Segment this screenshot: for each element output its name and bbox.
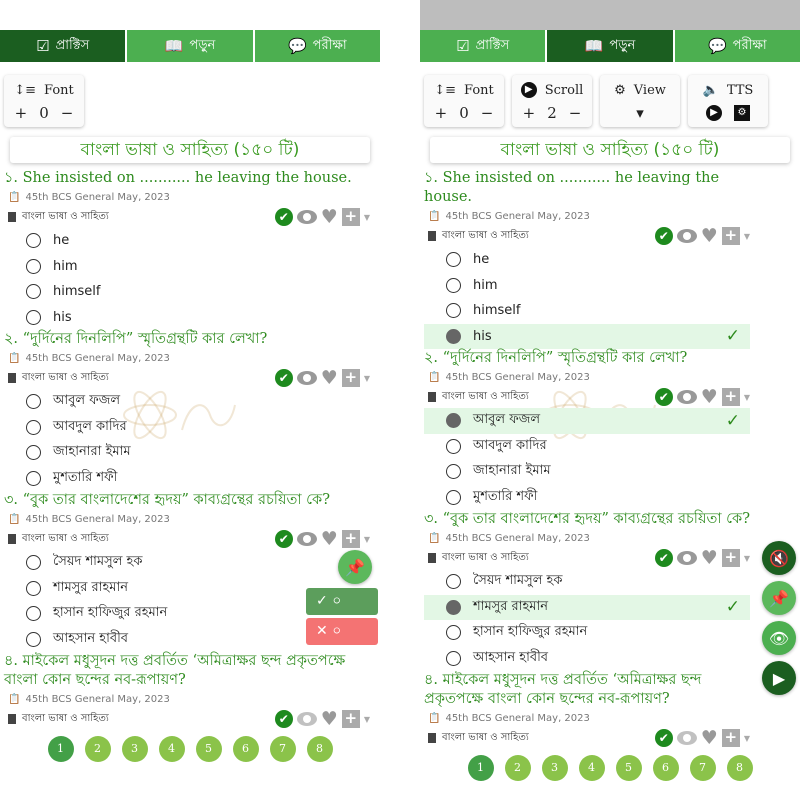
pin-icon: 📌 xyxy=(769,588,789,608)
page-button[interactable]: 8 xyxy=(307,736,333,762)
clipboard-icon: 📋 xyxy=(428,210,441,222)
question-actions xyxy=(275,369,370,387)
check-icon: ✓ xyxy=(316,593,333,609)
option[interactable] xyxy=(424,247,750,273)
page-button[interactable]: 2 xyxy=(85,736,111,762)
speaker-icon: 🔈 xyxy=(702,82,719,98)
question-subject xyxy=(424,727,756,749)
scroll-value: 2 xyxy=(547,104,557,122)
radio-button[interactable] xyxy=(446,303,461,318)
page-button[interactable]: 1 xyxy=(48,736,74,762)
check-icon: ✓ xyxy=(725,326,740,347)
line-height-icon: ↕≡ xyxy=(14,82,37,98)
option-label: he xyxy=(53,233,70,249)
check-circle-icon[interactable]: ✔ xyxy=(275,369,293,387)
radio-button[interactable] xyxy=(26,606,41,621)
read-panel xyxy=(420,0,800,800)
dropdown-icon[interactable]: ▼ xyxy=(363,373,370,383)
option-label: মুশতারি শফী xyxy=(53,469,118,485)
book-icon xyxy=(8,373,16,383)
add-to-list-icon[interactable]: + xyxy=(342,710,360,728)
book-icon xyxy=(8,212,16,222)
option-label: সৈয়দ শামসুল হক xyxy=(473,573,563,589)
eye-button[interactable] xyxy=(762,621,796,655)
add-to-list-icon[interactable]: + xyxy=(722,227,740,245)
view-controls xyxy=(606,101,674,125)
option-label: আবুল ফজল xyxy=(473,412,541,428)
radio-button[interactable] xyxy=(26,581,41,596)
tab-label: প্রাক্টিস xyxy=(475,37,510,53)
scroll-decrease-button[interactable]: − xyxy=(568,104,582,122)
option[interactable] xyxy=(424,595,750,621)
question-title: ১. She insisted on ........... he leaving the house. xyxy=(424,170,720,205)
subject-name: বাংলা ভাষা ও সাহিত্য xyxy=(442,731,529,743)
radio-button[interactable] xyxy=(26,259,41,274)
option-label: himself xyxy=(473,303,521,319)
question-meta xyxy=(424,529,756,547)
heart-icon[interactable]: ♥ xyxy=(700,727,718,749)
play-circle-icon: ▶ xyxy=(521,82,537,98)
question-title: ২. “দুর্দিনের দিনলিপি” স্মৃতিগ্রন্থটি কার লেখা? xyxy=(424,350,688,366)
radio-button[interactable] xyxy=(446,278,461,293)
tts-play-icon[interactable]: ▶ xyxy=(706,105,722,121)
font-value: 0 xyxy=(459,104,469,122)
heart-icon[interactable]: ♥ xyxy=(700,386,718,408)
question-subject xyxy=(4,708,376,730)
font-header xyxy=(430,79,498,101)
radio-button[interactable] xyxy=(446,490,461,505)
exam-name: 45th BCS General May, 2023 xyxy=(25,693,170,705)
status-bar xyxy=(420,0,800,30)
tab-2[interactable] xyxy=(255,30,380,62)
option[interactable] xyxy=(424,324,750,350)
dropdown-icon[interactable]: ▼ xyxy=(363,212,370,222)
pin-button[interactable] xyxy=(338,550,372,584)
tts-label: TTS xyxy=(726,82,754,98)
option-label: শামসুর রাহমান xyxy=(473,598,549,614)
radio-button[interactable] xyxy=(26,284,41,299)
scroll-header xyxy=(518,79,586,101)
exam-name: 45th BCS General May, 2023 xyxy=(25,352,170,364)
dropdown-icon[interactable]: ▼ xyxy=(743,553,750,563)
book-icon xyxy=(8,534,16,544)
check-circle-icon[interactable]: ✔ xyxy=(275,208,293,226)
page-button[interactable]: 3 xyxy=(542,755,568,781)
mute-button[interactable] xyxy=(762,541,796,575)
check-circle-icon[interactable]: ✔ xyxy=(655,388,673,406)
toolbar xyxy=(420,62,800,135)
option[interactable] xyxy=(4,550,370,576)
check-circle-icon[interactable]: ✔ xyxy=(655,729,673,747)
exam-name: 45th BCS General May, 2023 xyxy=(445,532,590,544)
radio-button[interactable] xyxy=(26,555,41,570)
font-control xyxy=(4,75,84,127)
radio-button[interactable] xyxy=(26,445,41,460)
checkbox-icon: ☑ xyxy=(36,37,50,55)
page-button[interactable]: 7 xyxy=(690,755,716,781)
pin-icon: 📌 xyxy=(345,557,365,577)
heart-icon[interactable]: ♥ xyxy=(700,547,718,569)
tts-controls xyxy=(694,101,762,125)
tab-1[interactable] xyxy=(547,30,674,62)
option-label: আহসান হাবীব xyxy=(53,630,129,646)
subject-name: বাংলা ভাষা ও সাহিত্য xyxy=(442,229,529,241)
eye-icon[interactable] xyxy=(297,371,317,385)
question-actions xyxy=(275,208,370,226)
radio-button[interactable] xyxy=(26,394,41,409)
page-button[interactable]: 4 xyxy=(579,755,605,781)
question-meta xyxy=(424,368,756,386)
pagination xyxy=(0,730,380,762)
option[interactable] xyxy=(424,408,750,434)
option-label: আহসান হাবীব xyxy=(473,649,549,665)
question-title: ৩. “বুক তার বাংলাদেশের হৃদয়” কাব্যগ্রন্থের রচয়িতা কে? xyxy=(424,511,750,527)
option[interactable] xyxy=(4,254,370,280)
heart-icon[interactable]: ♥ xyxy=(320,367,338,389)
option[interactable] xyxy=(424,459,750,485)
practice-panel xyxy=(0,0,380,800)
radio-button[interactable] xyxy=(26,632,41,647)
mute-icon: 🔇 xyxy=(769,548,789,568)
question-actions xyxy=(275,530,370,548)
eye-icon[interactable] xyxy=(677,229,697,243)
check-icon: ✓ xyxy=(725,597,740,618)
tab-0[interactable] xyxy=(0,30,127,62)
category-title: বাংলা ভাষা ও সাহিত্য (১৫০ টি) xyxy=(430,137,790,163)
clipboard-icon: 📋 xyxy=(428,712,441,724)
page-button[interactable]: 6 xyxy=(653,755,679,781)
question-meta xyxy=(424,709,756,727)
option[interactable] xyxy=(4,228,370,254)
question-title: ১. She insisted on ........... he leaving the house. xyxy=(4,170,352,186)
page-button[interactable]: 4 xyxy=(159,736,185,762)
question-subject xyxy=(424,386,756,408)
option-label: আবদুল কাদির xyxy=(473,437,547,453)
tab-bar xyxy=(420,30,800,62)
correct-value: ০ xyxy=(332,593,342,609)
option[interactable] xyxy=(4,279,370,305)
category-title: বাংলা ভাষা ও সাহিত্য (১৫০ টি) xyxy=(10,137,370,163)
question xyxy=(420,169,800,349)
subject-name: বাংলা ভাষা ও সাহিত্য xyxy=(22,532,109,544)
check-icon: ✓ xyxy=(725,410,740,431)
page-button[interactable]: 7 xyxy=(270,736,296,762)
radio-button[interactable] xyxy=(26,233,41,248)
book-icon xyxy=(428,392,436,402)
eye-icon: 👁 xyxy=(768,628,790,648)
subject-name: বাংলা ভাষা ও সাহিত্য xyxy=(442,390,529,402)
option[interactable] xyxy=(424,569,750,595)
eye-icon[interactable] xyxy=(297,532,317,546)
clipboard-icon: 📋 xyxy=(8,352,21,364)
correct-count xyxy=(306,588,378,615)
font-decrease-button[interactable]: − xyxy=(480,104,494,122)
eye-off-icon[interactable] xyxy=(677,731,697,745)
question xyxy=(420,510,800,671)
tts-settings-icon[interactable]: ⚙ xyxy=(734,105,750,121)
dropdown-icon[interactable]: ▼ xyxy=(743,231,750,241)
option[interactable] xyxy=(4,305,370,331)
radio-button[interactable] xyxy=(26,420,41,435)
scroll-label: Scroll xyxy=(544,82,584,98)
option-label: himself xyxy=(53,284,101,300)
scroll-control xyxy=(512,75,592,127)
option[interactable] xyxy=(424,485,750,511)
quiz-chat-icon: 💬 xyxy=(707,37,727,55)
checkbox-icon: ☑ xyxy=(456,37,470,55)
wrong-value: ০ xyxy=(332,623,342,639)
dropdown-icon[interactable]: ▼ xyxy=(743,392,750,402)
font-label: Font xyxy=(464,82,494,98)
option-label: সৈয়দ শামসুল হক xyxy=(53,554,143,570)
book-icon xyxy=(428,733,436,743)
eye-icon[interactable] xyxy=(677,390,697,404)
gear-icon: ⚙ xyxy=(614,82,626,98)
page-button[interactable]: 8 xyxy=(727,755,753,781)
page-button[interactable]: 6 xyxy=(233,736,259,762)
scroll-increase-button[interactable]: + xyxy=(522,104,536,122)
tts-control xyxy=(688,75,768,127)
dropdown-icon[interactable]: ▼ xyxy=(363,534,370,544)
font-control xyxy=(424,75,504,127)
option[interactable] xyxy=(424,620,750,646)
subject-name: বাংলা ভাষা ও সাহিত্য xyxy=(22,210,109,222)
clipboard-icon: 📋 xyxy=(8,693,21,705)
option-label: শামসুর রাহমান xyxy=(53,579,129,595)
question-subject xyxy=(4,528,376,550)
pagination xyxy=(420,749,800,781)
question xyxy=(0,330,380,491)
option[interactable] xyxy=(424,273,750,299)
tab-2[interactable] xyxy=(675,30,800,62)
tab-label: পড়ুন xyxy=(609,37,636,53)
page-button[interactable]: 3 xyxy=(122,736,148,762)
heart-icon[interactable]: ♥ xyxy=(700,225,718,247)
question-title: ৩. “বুক তার বাংলাদেশের হৃদয়” কাব্যগ্রন্থের রচয়িতা কে? xyxy=(4,492,330,508)
play-icon: ▶ xyxy=(772,668,786,688)
add-to-list-icon[interactable]: + xyxy=(722,388,740,406)
dropdown-icon[interactable]: ▼ xyxy=(363,714,370,724)
radio-button[interactable] xyxy=(26,471,41,486)
subject-name: বাংলা ভাষা ও সাহিত্য xyxy=(442,551,529,563)
page-button[interactable]: 1 xyxy=(468,755,494,781)
font-controls xyxy=(10,101,78,125)
option[interactable] xyxy=(4,440,370,466)
option-label: জাহানারা ইমাম xyxy=(473,463,551,479)
eye-off-icon[interactable] xyxy=(297,712,317,726)
page-button[interactable]: 5 xyxy=(616,755,642,781)
tab-label: পরীক্ষা xyxy=(732,37,767,53)
subject-name: বাংলা ভাষা ও সাহিত্য xyxy=(22,712,109,724)
question-actions xyxy=(655,549,750,567)
add-to-list-icon[interactable]: + xyxy=(342,369,360,387)
clipboard-icon: 📋 xyxy=(8,513,21,525)
exam-name: 45th BCS General May, 2023 xyxy=(25,191,170,203)
play-button[interactable] xyxy=(762,661,796,695)
add-to-list-icon[interactable]: + xyxy=(342,208,360,226)
view-dropdown-icon[interactable]: ▾ xyxy=(636,104,644,122)
tts-header xyxy=(694,79,762,101)
radio-button[interactable] xyxy=(446,651,461,666)
option[interactable] xyxy=(4,415,370,441)
font-increase-button[interactable]: + xyxy=(14,104,28,122)
add-to-list-icon[interactable]: + xyxy=(342,530,360,548)
radio-button[interactable] xyxy=(446,464,461,479)
exam-name: 45th BCS General May, 2023 xyxy=(445,712,590,724)
option[interactable] xyxy=(424,646,750,672)
tab-label: পরীক্ষা xyxy=(312,37,347,53)
option[interactable] xyxy=(424,298,750,324)
font-decrease-button[interactable]: − xyxy=(60,104,74,122)
exam-name: 45th BCS General May, 2023 xyxy=(445,371,590,383)
radio-button[interactable] xyxy=(446,625,461,640)
option-label: him xyxy=(53,258,78,274)
question-title: ২. “দুর্দিনের দিনলিপি” স্মৃতিগ্রন্থটি কার লেখা? xyxy=(4,331,268,347)
check-circle-icon[interactable]: ✔ xyxy=(275,710,293,728)
page-button[interactable]: 5 xyxy=(196,736,222,762)
question-meta xyxy=(4,188,376,206)
tab-0[interactable] xyxy=(420,30,547,62)
tab-bar xyxy=(0,30,380,62)
question-subject xyxy=(424,547,756,569)
option[interactable] xyxy=(4,389,370,415)
radio-button[interactable] xyxy=(446,413,461,428)
question xyxy=(0,169,380,330)
toolbar xyxy=(0,62,380,135)
question-actions xyxy=(655,729,750,747)
question-meta xyxy=(4,510,376,528)
option-label: মুশতারি শফী xyxy=(473,488,538,504)
question-title: ৪. মাইকেল মধুসূদন দত্ত প্রবর্তিত ‘অমিত্রাক্ষর ছন্দ প্রকৃতপক্ষে বাংলা কোন ছন্দের নব-রূপায়ণ? xyxy=(4,653,346,688)
clipboard-icon: 📋 xyxy=(8,191,21,203)
page-button[interactable]: 2 xyxy=(505,755,531,781)
check-circle-icon[interactable]: ✔ xyxy=(655,227,673,245)
option-label: জাহানারা ইমাম xyxy=(53,444,131,460)
radio-button[interactable] xyxy=(446,574,461,589)
view-control xyxy=(600,75,680,127)
option-label: হাসান হাফিজুর রহমান xyxy=(473,624,588,640)
option-label: আবদুল কাদির xyxy=(53,418,127,434)
exam-name: 45th BCS General May, 2023 xyxy=(25,513,170,525)
font-controls xyxy=(430,101,498,125)
question xyxy=(0,652,380,730)
question-title: ৪. মাইকেল মধুসূদন দত্ত প্রবর্তিত ‘অমিত্রাক্ষর ছন্দ প্রকৃতপক্ষে বাংলা কোন ছন্দের নব-রূপায়ণ? xyxy=(424,672,702,707)
question-actions xyxy=(655,388,750,406)
add-to-list-icon[interactable]: + xyxy=(722,549,740,567)
heart-icon[interactable]: ♥ xyxy=(320,206,338,228)
radio-button[interactable] xyxy=(446,600,461,615)
check-circle-icon[interactable]: ✔ xyxy=(655,549,673,567)
font-increase-button[interactable]: + xyxy=(434,104,448,122)
radio-button[interactable] xyxy=(446,439,461,454)
question xyxy=(420,668,800,749)
question-meta xyxy=(4,690,376,708)
heart-icon[interactable]: ♥ xyxy=(320,528,338,550)
option[interactable] xyxy=(424,434,750,460)
question-subject xyxy=(424,225,756,247)
book-icon xyxy=(428,553,436,563)
font-label: Font xyxy=(44,82,74,98)
option-label: him xyxy=(473,277,498,293)
wrong-count xyxy=(306,618,378,645)
eye-icon[interactable] xyxy=(677,551,697,565)
clipboard-icon: 📋 xyxy=(428,371,441,383)
pin-button[interactable] xyxy=(762,581,796,615)
subject-name: বাংলা ভাষা ও সাহিত্য xyxy=(22,371,109,383)
heart-icon[interactable]: ♥ xyxy=(320,708,338,730)
close-icon: ✕ xyxy=(316,623,333,639)
question-meta xyxy=(4,349,376,367)
view-label: View xyxy=(633,82,666,98)
view-header xyxy=(606,79,674,101)
clipboard-icon: 📋 xyxy=(428,532,441,544)
radio-button[interactable] xyxy=(26,310,41,325)
tab-label: পড়ুন xyxy=(189,37,216,53)
quiz-chat-icon: 💬 xyxy=(287,37,307,55)
font-header xyxy=(10,79,78,101)
option-label: he xyxy=(473,252,490,268)
question-actions xyxy=(275,710,370,728)
option-label: আবুল ফজল xyxy=(53,393,121,409)
radio-button[interactable] xyxy=(446,329,461,344)
add-to-list-icon[interactable]: + xyxy=(722,729,740,747)
question xyxy=(420,349,800,510)
font-value: 0 xyxy=(39,104,49,122)
line-height-icon: ↕≡ xyxy=(434,82,457,98)
status-bar xyxy=(0,0,380,30)
exam-name: 45th BCS General May, 2023 xyxy=(445,210,590,222)
scroll-controls xyxy=(518,101,586,125)
tab-label: প্রাক্টিস xyxy=(55,37,90,53)
option[interactable] xyxy=(4,466,370,492)
book-icon xyxy=(428,231,436,241)
dropdown-icon[interactable]: ▼ xyxy=(743,733,750,743)
book-icon: 📖 xyxy=(164,37,184,55)
book-icon: 📖 xyxy=(584,37,604,55)
option-label: his xyxy=(53,309,72,325)
radio-button[interactable] xyxy=(446,252,461,267)
tab-1[interactable] xyxy=(127,30,254,62)
option-label: হাসান হাফিজুর রহমান xyxy=(53,605,168,621)
question-subject xyxy=(4,367,376,389)
check-circle-icon[interactable]: ✔ xyxy=(275,530,293,548)
book-icon xyxy=(8,714,16,724)
question-actions xyxy=(655,227,750,245)
option-label: his xyxy=(473,328,492,344)
question-subject xyxy=(4,206,376,228)
eye-icon[interactable] xyxy=(297,210,317,224)
question-meta xyxy=(424,207,756,225)
